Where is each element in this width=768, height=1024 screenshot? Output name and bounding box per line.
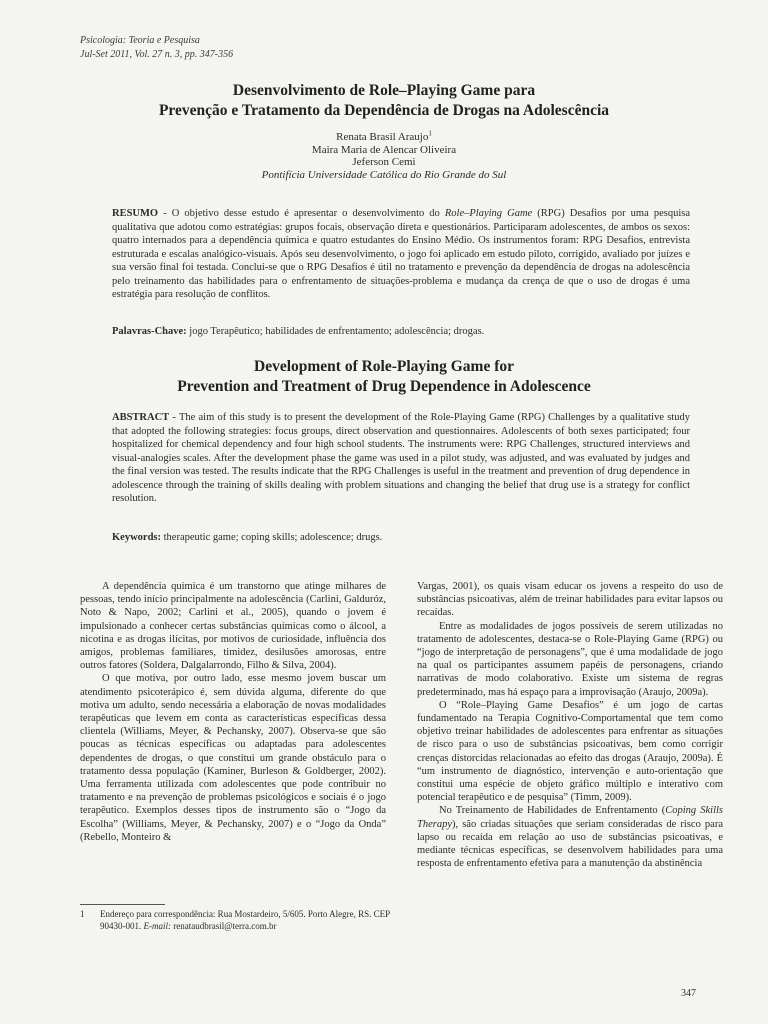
palavras-chave: Palavras-Chave: jogo Terapêutico; habilidades de enfrentamento; adolescência; drogas. [112,326,485,337]
right-paragraph-4: No Treinamento de Habilidades de Enfrentamento (Coping Skills Therapy), são criadas situações que seriam consideradas de risco para lapso ou recaída em relação ao uso de substâncias psicoativas, e mediante técnicas específicas, se desenvolvem habilidades para uma resposta de enfrentamento efetiva para a manutenção da abstinência [417,805,723,870]
right-paragraph-3: O “Role–Playing Game Desafios” é um jogo de cartas fundamentado na Terapia Cognitivo-Comportamental que tem como objetivo treinar habilidades de adolescentes para enfrentar as situações de risco para o uso de substâncias psicoativas, bem como corrigir crenças distorcidas relacionadas ao efeito das drogas (Araujo, 2009a). É “um instrumento de diagnóstico, intervenção e auto-orientação que constitui uma espécie de objeto gráfico múltiplo e interativo com potencial terapêutico e de pesquisa” (Timm, 2009). [417,699,723,804]
abstract-label: ABSTRACT [112,412,170,423]
institution: Pontifícia Universidade Católica do Rio Grande do Sul [261,168,507,181]
journal-name: Psicologia: Teoria e Pesquisa [80,35,200,46]
palavras-chave-label: Palavras-Chave: [112,326,187,337]
title-pt-line-2: Prevenção e Tratamento da Dependência de Drogas na Adolescência [158,102,610,119]
title-en-line-2: Prevention and Treatment of Drug Dependence in Adolescence [177,378,591,395]
title-pt-line-1: Desenvolvimento de Role–Playing Game para [232,82,536,99]
footnote [80,908,390,932]
body-left-column [80,580,386,844]
journal-header [80,34,233,62]
resumo-paragraph: RESUMO - O objetivo desse estudo é apresentar o desenvolvimento do Role–Playing Game (RPG) Desafios por uma pesquisa qualitativa que adotou como estratégias: grupos focais, observação direta e questionários. Participaram adolescentes, de ambos os sexos: quatro internados para a dependência química e quatro estudantes do Ensino Médio. Os instrumentos foram: RPG Desafios, entrevista estruturada e escalas analógico-visuais. Após seu desenvolvimento, o jogo foi aplicado em estudo piloto, corrigido, avaliado por juízes e sua versão final foi testada. Conclui-se que o RPG Desafios é útil no tratamento e prevenção da dependência de drogas na adolescência pelo treinamento das habilidades para o enfrentamento de situações-problema e mudança da crença de que o uso de drogas é uma estratégia para resolução de conflitos. [112,208,690,300]
email-address: renataudbrasil@terra.com.br [171,921,277,931]
title-en-line-1: Development of Role-Playing Game for [254,358,514,375]
authors-block [0,131,768,181]
footnote-number: 1 [80,909,85,919]
body-right-column [417,580,723,870]
right-paragraph-1: Vargas, 2001), os quais visam educar os jovens a respeito do uso de substâncias psicoativas, além de treinar habilidades para evitar lapsos ou recaídas. [417,581,723,619]
author-1: Renata Brasil Araujo$^1$ [336,129,432,143]
title-english [0,357,768,397]
author-2: Maira Maria de Alencar Oliveira [311,143,457,156]
resumo-label: RESUMO [112,208,159,219]
title-portuguese [0,81,768,121]
resumo-game-name: Role–Playing Game [444,208,533,219]
keywords: Keywords: therapeutic game; coping skills; adolescence; drugs. [112,532,383,543]
email-label: E-mail: [143,921,171,931]
footnote-marker: 1 [428,129,432,138]
coping-skills-term: Coping Skills Therapy [417,805,723,830]
left-paragraph-2: O que motiva, por outro lado, esse mesmo jovem buscar um atendimento psicoterápico é, sem dúvida alguma, diferente do que motiva um adulto, sendo necessária a elaboração de novas modalidades terapêuticas que levem em conta as características específicas dessa clientela (Williams, Meyer, & Pechansky, 2007). Observa-se que são poucas as técnicas específicas ou adaptadas para adolescentes dependentes de drogas, o que constitui um grande obstáculo para o tratamento dessa população (Kaminer, Burleson & Goldberger, 2002). Uma ferramenta utilizada com adolescentes que pode contribuir no tratamento e na prevenção de problemas psicológicos e sociais é o jogo terapêutico. Exemplos desses tipos de instrumento são o “Jogo da Escolha” (Williams, Meyer, & Pechansky, 2007) e o “Jogo da Onda” (Rebello, Monteiro & [80,673,386,843]
author-3: Jeferson Cemi [352,156,416,168]
journal-issue: Jul-Set 2011, Vol. 27 n. 3, pp. 347-356 [80,49,234,60]
abstract-paragraph: ABSTRACT - The aim of this study is to present the development of the Role-Playing Game (RPG) Challenges by a qualitative study that adopted the following strategies: focus groups, direct observation and questionnaires. Adolescents of both sexes participated; four hospitalized for chemical dependency and four high school students. The instruments were: RPG Challenges, structured interviews and visual-analogies scales. After the development phase the game was used in a pilot study, was adjusted, and was evaluated by judges and the final version was tested. The results indicate that the RPG Challenges is useful in the treatment and prevention of drug dependence in adolescence through the training of skills dealing with problem situations and changing the belief that drug use is a strategy for conflict resolution. [112,412,690,504]
footnote-text: Endereço para correspondência: Rua Mostardeiro, 5/605. Porto Alegre, RS. CEP 90430-001. E-mail: renataudbrasil@terra.com.br [100,909,390,931]
keywords-label: Keywords: [112,532,161,543]
left-paragraph-1: A dependência química é um transtorno que atinge milhares de pessoas, tendo início principalmente na adolescência (Carlini, Galduróz, Noto & Napo, 2002; Carlini et al., 2005), quando o jovem é impulsionado a conhecer certas substâncias químicas como o álcool, a nicotina e as drogas ilícitas, por motivos de curiosidade, influência dos amigos, problemas familiares, timidez, desilusões amorosas, entre outros fatores (Soldera, Dalgalarrondo, Filho & Silva, 2004). [80,581,386,672]
right-paragraph-2: Entre as modalidades de jogos possíveis de serem utilizadas no tratamento de adolescentes, destaca-se o Role-Playing Game (RPG) ou “jogo de interpretação de personagens”, que é uma modalidade de jogo na qual os participantes assumem papéis de personagens, criando narrativas de modo colaborativo. Existe um sistema de regras predeterminado, mas há espaço para a improvisação (Araujo, 2009a). [417,620,723,698]
page-number: 347 [681,988,696,999]
footnote-rule [80,904,165,905]
